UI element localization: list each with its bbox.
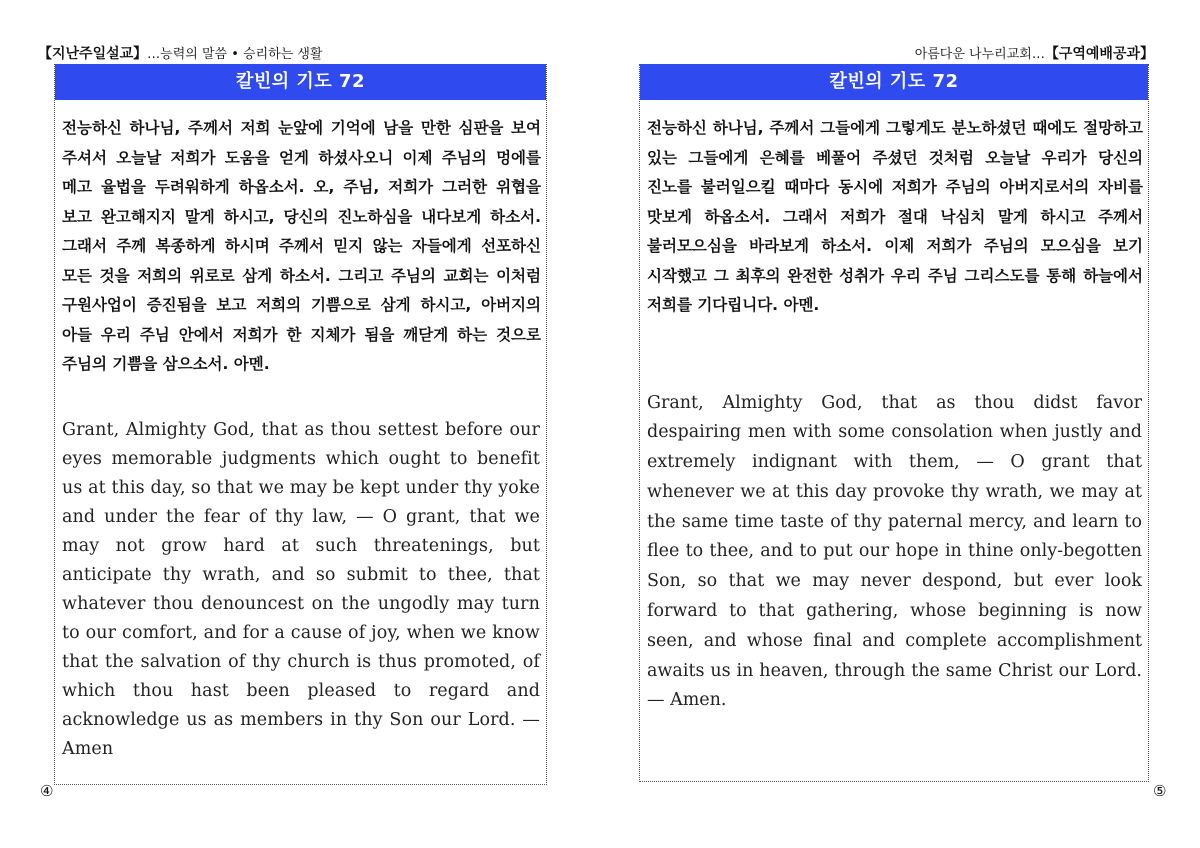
right-english-prayer: Grant, Almighty God, that as thou didst favor despairing men with some consolation when justly and extremely indignant with them, — O grant that whenever we at this day provoke thy wrath, we may at the same time taste of thy paternal mercy, and learn to flee to thee, and to put our hope in thine only-begotten Son, so that we may never despond, but ever look forward to that gathering, whose beginning is now seen, and whose final and complete accomplishment awaits us in heaven, through the same Christ our Lord. — Amen. (647, 392, 1142, 711)
left-page (54, 64, 547, 785)
page-number-left: ④ (40, 782, 54, 800)
page-number-right: ⑤ (1153, 782, 1167, 800)
right-page (639, 64, 1149, 782)
right-page-title: 칼빈의 기도 72 (640, 64, 1148, 100)
header-section-study: 【구역예배공과】 (1044, 46, 1154, 62)
left-english-prayer: Grant, Almighty God, that as thou settest before our eyes memorable judgments which ought to benefit us at this day, so that we may be kept under thy yoke and under the fear of thy law, — O grant, that we may not grow hard at such threatenings, but anticipate thy wrath, and so submit to thee, that whatever thou denouncest on the ungodly may turn to our comfort, and for a cause of joy, when we know that the salvation of thy church is thus promoted, of which thou hast been pleased to regard and acknowledge us as members in thy Son our Lord. — Amen (62, 419, 540, 759)
left-korean-prayer: 전능하신 하나님, 주께서 저희 눈앞에 기억에 남을 만한 심판을 보여 주셔서 오늘날 저희가 도움을 얻게 하셨사오니 이제 주님의 멍에를 메고 율법을 두려워하게 하옵소서. 오, 주님, 저희가 그러한 위협을 보고 완고해지지 말게 하시고, 당신의 진노하심을 내다보게 하소서. 그래서 주께 복종하게 하시며 주께서 믿지 않는 자들에게 선포하신 모든 것을 저희의 위로로 삼게 하소서. 그리고 주님의 교회는 이처럼 구원사업이 증진됨을 보고 저희의 기쁨으로 삼게 하시고, 아버지의 아들 우리 주님 안에서 저희가 한 지체가 됨을 깨닫게 하는 것으로 주님의 기쁨을 삼으소서. 아멘. (62, 119, 541, 373)
running-header-right (915, 45, 1154, 64)
header-church-name: 아름다운 나누리교회… (914, 47, 1045, 62)
right-korean-prayer: 전능하신 하나님, 주께서 그들에게 그렇게도 분노하셨던 때에도 절망하고 있는 그들에게 은혜를 베풀어 주셨던 것처럼 오늘날 우리가 당신의 진노를 불러일으킬 때마다 동시에 저희가 주님의 아버지로서의 자비를 맛보게 하옵소서. 그래서 저희가 절대 낙심치 말게 하시고 주께서 불러모으심을 바라보게 하소서. 이제 저희가 주님의 모으심을 보기 시작했고 그 최후의 완전한 성취가 우리 주님 그리스도를 통해 하늘에서 저희를 기다립니다. 아멘. (647, 119, 1143, 314)
running-header-left (38, 45, 323, 64)
header-subtitle: …능력의 말씀 • 승리하는 생활 (147, 47, 323, 62)
left-page-title: 칼빈의 기도 72 (55, 64, 546, 100)
header-section-sermon: 【지난주일설교】 (38, 46, 148, 62)
